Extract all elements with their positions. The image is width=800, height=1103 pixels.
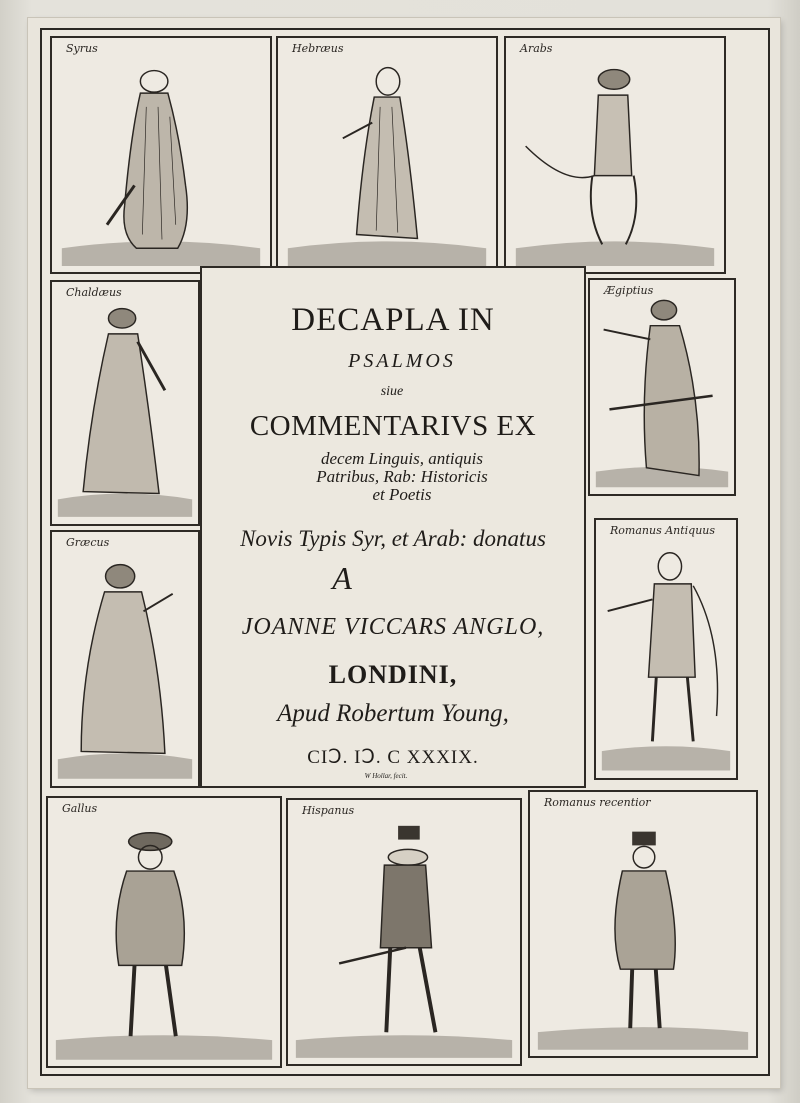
- figure-panel-syrus: [50, 36, 272, 274]
- title-languages-line1: decem Linguis, antiquis: [321, 449, 483, 468]
- figure-label: Arabs: [520, 42, 553, 55]
- french-figure-engraving: [48, 798, 280, 1066]
- arab-figure-engraving: [506, 38, 724, 272]
- figure-panel-chaldaeus: [50, 280, 200, 526]
- figure-panel-gallus: [46, 796, 282, 1068]
- title-a: A: [332, 560, 352, 596]
- figure-panel-aegiptius: [588, 278, 736, 496]
- spanish-figure-engraving: [288, 800, 520, 1064]
- title-publisher: Apud Robertum Young,: [277, 700, 509, 727]
- figure-panel-graecus: [50, 530, 200, 788]
- engraved-plate: [40, 28, 770, 1076]
- figure-label: Gallus: [62, 802, 98, 815]
- title-date: CIↃ. IↃ. C XXXIX.: [307, 747, 479, 768]
- figure-panel-hebraeus: [276, 36, 498, 274]
- title-author: JOANNE VICCARS ANGLO,: [241, 614, 545, 640]
- title-languages-line2: Patribus, Rab: Historicis: [316, 467, 488, 486]
- egyptian-figure-engraving: [590, 280, 734, 494]
- ancient-roman-figure-engraving: [596, 520, 736, 778]
- title-languages-line3: et Poetis: [372, 485, 432, 504]
- title-block: [200, 266, 586, 788]
- hebrew-figure-engraving: [278, 38, 496, 272]
- figure-label: Romanus Antiquus: [610, 524, 716, 537]
- figure-label: Romanus recentior: [544, 796, 651, 809]
- figure-label: Syrus: [66, 42, 98, 55]
- title-siue: siue: [380, 384, 404, 399]
- title-decapla: DECAPLA IN: [291, 302, 495, 338]
- modern-roman-figure-engraving: [530, 792, 756, 1056]
- engraver-signature: W Hollar, fecit.: [364, 772, 408, 780]
- figure-panel-hispanus: [286, 798, 522, 1066]
- figure-label: Græcus: [66, 536, 110, 549]
- figure-panel-romanus-recentior: [528, 790, 758, 1058]
- title-novis-typis: Novis Typis Syr, et Arab: donatus: [240, 526, 546, 551]
- greek-figure-engraving: [52, 532, 198, 786]
- print-sheet: [28, 18, 780, 1088]
- figure-label: Ægiptius: [604, 284, 654, 297]
- figure-label: Hispanus: [302, 804, 355, 817]
- syrian-figure-engraving: [52, 38, 270, 272]
- figure-label: Chaldæus: [66, 286, 122, 299]
- figure-label: Hebræus: [292, 42, 344, 55]
- chaldean-figure-engraving: [52, 282, 198, 524]
- title-londini: LONDINI,: [328, 660, 458, 689]
- figure-panel-romanus-antiquus: [594, 518, 738, 780]
- title-languages: [252, 450, 552, 504]
- figure-panel-arabs: [504, 36, 726, 274]
- title-psalmos: PSALMOS: [348, 350, 456, 372]
- title-commentarius: COMMENTARIVS EX: [249, 410, 537, 442]
